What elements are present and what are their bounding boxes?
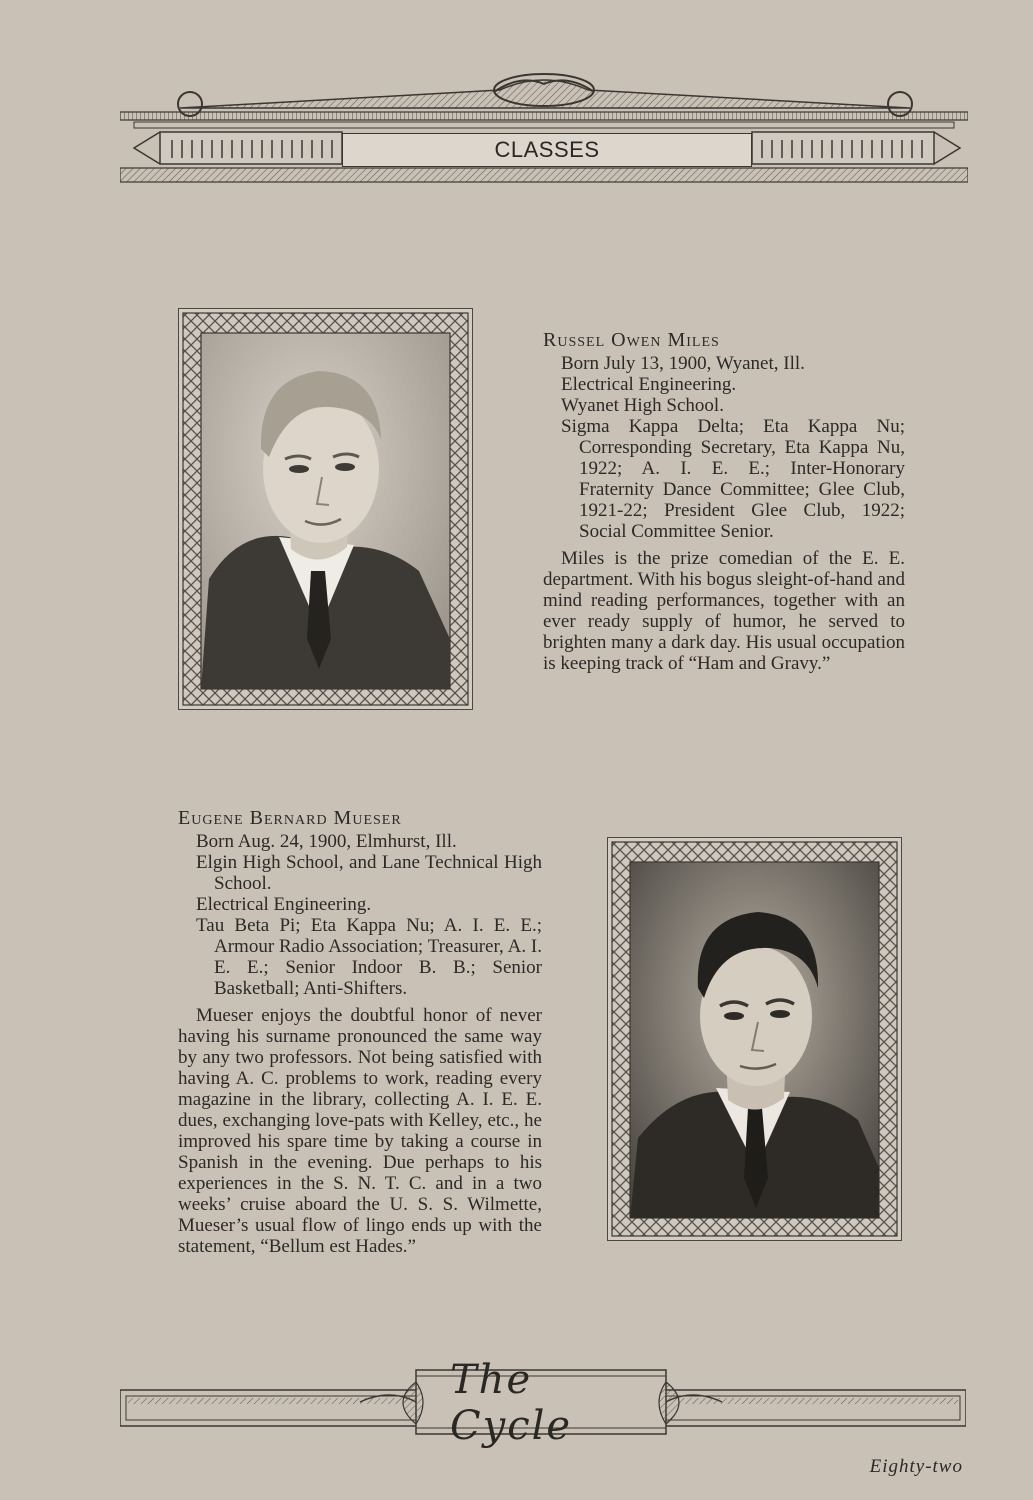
section-title: CLASSES <box>342 133 752 167</box>
school-info: Elgin High School, and Lane Technical High School. <box>196 852 542 894</box>
page-number: Eighty-two <box>869 1456 963 1477</box>
birth-info: Born July 13, 1900, Wyanet, Ill. <box>561 353 805 374</box>
portrait-photo-mueser <box>607 837 902 1241</box>
yearbook-title: The Cycle <box>450 1357 573 1449</box>
bio-mueser <box>178 808 542 1257</box>
student-name: Eugene Bernard Mueser <box>178 807 402 829</box>
portrait-photo-miles <box>178 308 473 710</box>
course-info: Electrical Engineering. <box>196 894 372 915</box>
description: Mueser enjoys the doubtful honor of never having his surname pronounced the same way by any two professors. Not being satisfied with having A. C. problems to work, reading every magazine in the library, collecting A. I. E. E. dues, exchanging love-pats with Kelley, etc., he improved his spare time by taking a course in Spanish in the evening. Due perhaps to his experiences in the S. N. T. C. and in a two weeks’ cruise aboard the U. S. S. Wilmette, Mueser’s usual flow of lingo ends up with the statement, “Bellum est Hades.” <box>178 1005 542 1257</box>
header-ornament <box>120 68 968 186</box>
course-info: Electrical Engineering. <box>561 374 737 395</box>
bio-miles <box>543 330 905 674</box>
school-info: Wyanet High School. <box>561 395 724 416</box>
birth-info: Born Aug. 24, 1900, Elmhurst, Ill. <box>196 831 457 852</box>
description: Miles is the prize comedian of the E. E. department. With his bogus sleight-of-hand and mind reading performances, together with an ever ready supply of humor, he served to brighten many a dark day. His usual occupation is keeping track of “Ham and Gravy.” <box>543 548 905 674</box>
activities: Sigma Kappa Delta; Eta Kappa Nu; Corresponding Secretary, Eta Kappa Nu, 1922; A. I. E. E.; Inter-Honorary Fraternity Dance Committee; Glee Club, 1921-22; President Glee Club, 1922; Social Committee Senior. <box>561 416 905 542</box>
student-name: Russel Owen Miles <box>543 329 720 351</box>
activities: Tau Beta Pi; Eta Kappa Nu; A. I. E. E.; Armour Radio Association; Treasurer, A. I. E. E.; Senior Indoor B. B.; Senior Basketball; Anti-Shifters. <box>196 915 542 999</box>
